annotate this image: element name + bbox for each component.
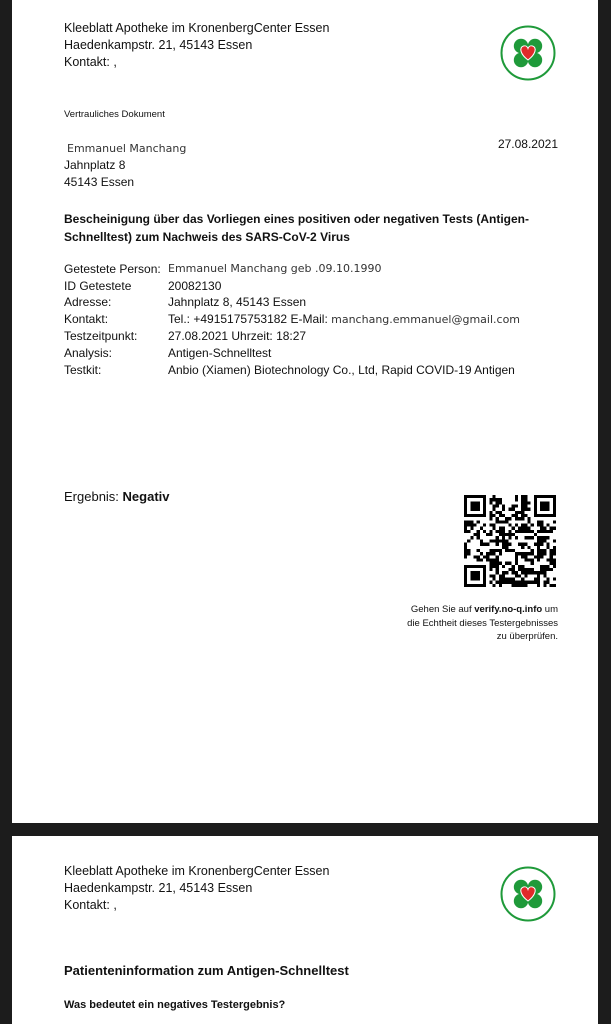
document-date: 27.08.2021 (497, 137, 558, 151)
id-label: ID Getestete (64, 278, 132, 293)
contact-email: manchang.emmanuel@gmail.com (331, 312, 521, 326)
pharmacy-name: Kleeblatt Apotheke im KronenbergCenter Essen (64, 21, 330, 35)
verify-line-2: die Echtheit dieses Testergebnisses (407, 617, 558, 629)
pharmacy-street: Haedenkampstr. 21, 45143 Essen (64, 38, 253, 52)
detail-row-address (64, 294, 520, 311)
verify-link[interactable]: verify.no-q.info (474, 604, 543, 615)
patient-info-page (12, 836, 598, 1024)
recipient-street: Jahnplatz 8 (64, 158, 126, 172)
recipient-city: 45143 Essen (64, 175, 135, 189)
test-result (64, 489, 170, 504)
detail-row-contact (64, 311, 520, 329)
detail-row-testkit (64, 362, 520, 379)
test-details (64, 261, 520, 378)
verify-suffix: um (544, 604, 558, 615)
address-label: Adresse: (64, 295, 112, 310)
testkit-label: Testkit: (64, 362, 102, 377)
recipient-address (64, 140, 186, 191)
verify-prefix: Gehen Sie auf (410, 604, 472, 615)
contact-value (168, 311, 520, 329)
pharmacy-header (64, 20, 329, 71)
person-value: Emmanuel Manchang geb .09.10.1990 (168, 262, 382, 275)
person-label: Getestete Person: (64, 262, 161, 276)
time-value: 27.08.2021 Uhrzeit: 18:27 (168, 329, 307, 344)
analysis-value: Antigen-Schnelltest (168, 345, 272, 360)
time-label: Testzeitpunkt: (64, 329, 138, 344)
verify-line-3: zu überprüfen. (496, 631, 558, 642)
detail-row-analysis (64, 345, 520, 362)
clover-logo-icon (500, 25, 556, 81)
address-value: Jahnplatz 8, 45143 Essen (168, 295, 307, 310)
clover-logo-icon (500, 866, 556, 922)
certificate-page (12, 0, 598, 823)
confidential-note: Vertrauliches Dokument (64, 109, 165, 120)
verify-note (338, 603, 558, 644)
pharmacy-contact: Kontakt: , (64, 55, 117, 69)
qr-code[interactable] (464, 495, 556, 587)
analysis-label: Analysis: (64, 345, 113, 360)
testkit-value: Anbio (Xiamen) Biotechnology Co., Ltd, Rapid COVID-19 Antigen (168, 362, 515, 377)
certificate-heading: Bescheinigung über das Vorliegen eines positiven oder negativen Tests (Antigen-Schnelltest) zum Nachweis des SARS-CoV-2 Virus (64, 212, 529, 244)
detail-row-id (64, 278, 520, 295)
pharmacy-contact-2: Kontakt: , (64, 898, 117, 912)
detail-row-time (64, 328, 520, 345)
patient-info-subtitle: Was bedeutet ein negatives Testergebnis? (64, 999, 286, 1011)
contact-label: Kontakt: (64, 311, 109, 326)
result-value: Negativ (122, 489, 170, 504)
patient-info-title: Patienteninformation zum Antigen-Schnelltest (64, 963, 349, 978)
contact-phone: Tel.: +4915175753182 E-Mail: (168, 311, 328, 326)
detail-row-person (64, 261, 520, 278)
recipient-name: Emmanuel Manchang (67, 142, 187, 155)
id-value: 20082130 (168, 278, 222, 293)
pharmacy-name-2: Kleeblatt Apotheke im KronenbergCenter Essen (64, 864, 330, 878)
result-label: Ergebnis: (64, 489, 119, 504)
pharmacy-header-2 (64, 863, 329, 914)
pharmacy-street-2: Haedenkampstr. 21, 45143 Essen (64, 881, 253, 895)
